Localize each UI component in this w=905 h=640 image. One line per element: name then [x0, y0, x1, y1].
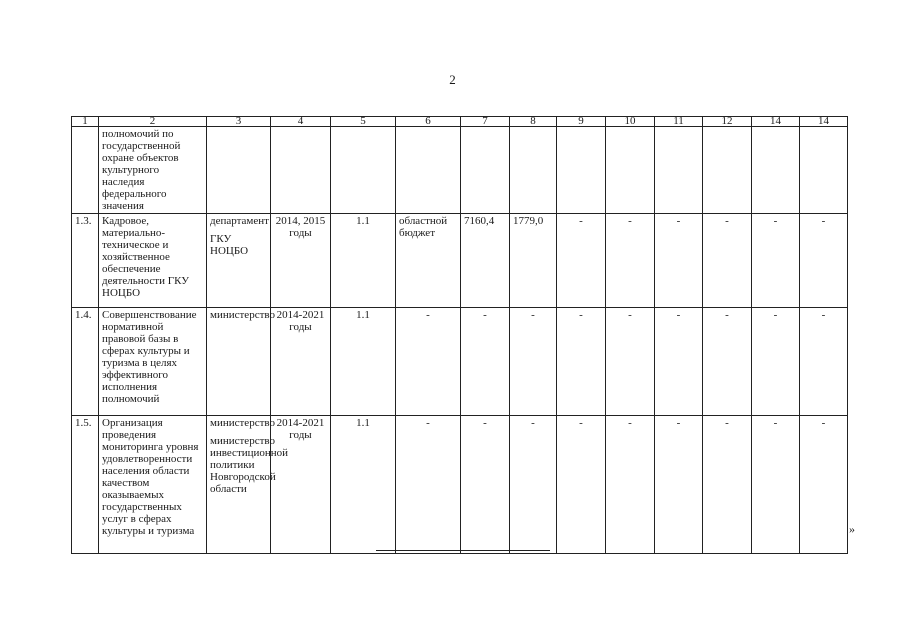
- amount-col8: -: [510, 416, 557, 554]
- table-row: [72, 214, 848, 308]
- header-cell: 4: [271, 117, 331, 127]
- amount-col12: -: [703, 214, 752, 308]
- row-number: 1.3.: [72, 214, 99, 308]
- row-number: 1.4.: [72, 308, 99, 416]
- activity-name: Организация проведения мониторинга уровня удовлетворенности населения области качеством оказываемых государственных услуг в сферах культуры и туризма: [99, 416, 207, 554]
- amount-col14: -: [800, 214, 848, 308]
- executor-secondary: ГКУ НОЦБО: [210, 233, 249, 257]
- table-row: [72, 127, 848, 214]
- amount-col11: -: [655, 214, 703, 308]
- header-cell: 7: [461, 117, 510, 127]
- amount-col12: -: [703, 308, 752, 416]
- page-number: 2: [449, 72, 456, 87]
- executor-secondary: министерство инвестиционной политики Новгородской области: [210, 435, 289, 495]
- years: 2014, 2015 годы: [271, 214, 331, 308]
- header-cell: 14: [752, 117, 800, 127]
- amount-col9: -: [557, 214, 606, 308]
- header-row: [72, 117, 848, 127]
- amount-col10: -: [606, 308, 655, 416]
- header-cell: 11: [655, 117, 703, 127]
- header-cell: 3: [207, 117, 271, 127]
- separator-line: [376, 550, 550, 551]
- amount-col11: -: [655, 416, 703, 554]
- continuation-text: полномочий по государственной охране объектов культурного наследия федерального значения: [99, 127, 207, 214]
- amount-col9: -: [557, 416, 606, 554]
- target-indicator: 1.1: [331, 214, 396, 308]
- amount-col7: -: [461, 416, 510, 554]
- years: 2014-2021 годы: [271, 416, 331, 554]
- amount-col13: -: [752, 214, 800, 308]
- executor: [207, 308, 276, 416]
- funding-source: -: [396, 308, 461, 416]
- target-indicator: 1.1: [331, 416, 396, 554]
- row-number: 1.5.: [72, 416, 99, 554]
- executor-primary: министерство: [210, 309, 276, 321]
- header-cell: 2: [99, 117, 207, 127]
- funding-source: -: [396, 416, 461, 554]
- years: 2014-2021 годы: [271, 308, 331, 416]
- activity-name: Совершенствование нормативной правовой базы в сферах культуры и туризма в целях эффективного исполнения полномочий: [99, 308, 207, 416]
- header-cell: 8: [510, 117, 557, 127]
- amount-col13: -: [752, 416, 800, 554]
- header-cell: 12: [703, 117, 752, 127]
- amount-col12: -: [703, 416, 752, 554]
- executor-primary: министерство: [210, 417, 276, 429]
- amount-col9: -: [557, 308, 606, 416]
- executor: [207, 214, 271, 308]
- activity-name: Кадровое, материально-техническое и хозяйственное обеспечение деятельности ГКУ НОЦБО: [99, 214, 207, 308]
- closing-quote: »: [849, 522, 855, 536]
- amount-col10: -: [606, 416, 655, 554]
- amount-col7: -: [461, 308, 510, 416]
- amount-col8: -: [510, 308, 557, 416]
- header-cell: 9: [557, 117, 606, 127]
- amount-col14: -: [800, 308, 848, 416]
- funding-source: областной бюджет: [396, 214, 461, 308]
- amount-col10: -: [606, 214, 655, 308]
- header-cell: 10: [606, 117, 655, 127]
- header-cell: 14: [800, 117, 848, 127]
- amount-col8: 1779,0: [510, 214, 557, 308]
- amount-col7: 7160,4: [461, 214, 510, 308]
- header-cell: 5: [331, 117, 396, 127]
- executor-primary: департамент: [210, 215, 269, 227]
- program-table: [71, 116, 848, 554]
- amount-col11: -: [655, 308, 703, 416]
- executor: [207, 416, 289, 554]
- header-cell: 1: [72, 117, 99, 127]
- amount-col14: -: [800, 416, 848, 554]
- header-cell: 6: [396, 117, 461, 127]
- amount-col13: -: [752, 308, 800, 416]
- table-row: [72, 416, 848, 554]
- target-indicator: 1.1: [331, 308, 396, 416]
- table-row: [72, 308, 848, 416]
